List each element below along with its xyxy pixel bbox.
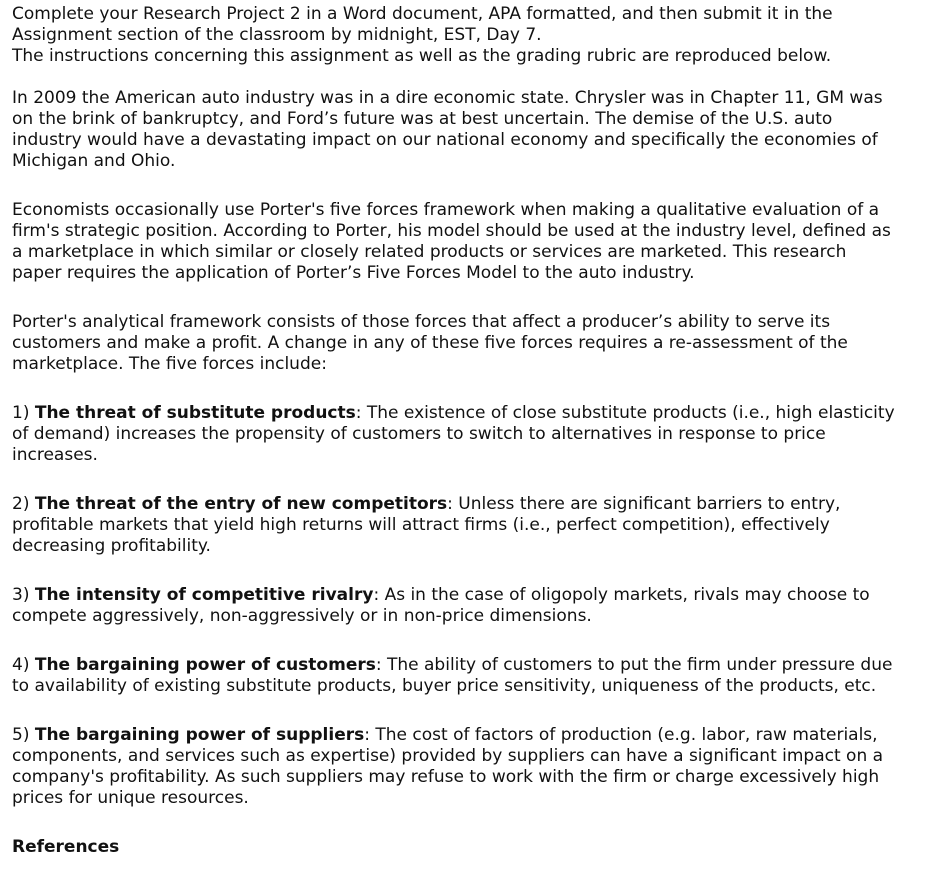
paragraph-line: compete aggressively, non-aggressively or in non-price dimensions.: [12, 606, 592, 626]
force-heading-line: [12, 585, 932, 606]
paragraph-line: a marketplace in which similar or closely related products or services are marketed. This research: [12, 242, 847, 262]
references-heading: References: [12, 837, 120, 857]
force-description: : The existence of close substitute products (i.e., high elasticity: [355, 403, 895, 423]
paragraph-line: marketplace. The five forces include:: [12, 354, 327, 374]
paragraph-line: increases.: [12, 445, 98, 465]
force-heading-line: [12, 655, 932, 676]
paragraph-line: of demand) increases the propensity of customers to switch to alternatives in response to price: [12, 424, 826, 444]
force-number: 4): [12, 655, 35, 675]
force-number: 3): [12, 585, 35, 605]
paragraph-line: profitable markets that yield high returns will attract firms (i.e., perfect competition), effectively: [12, 515, 830, 535]
force-title: The threat of substitute products: [34, 403, 356, 423]
paragraph-line: customers and make a profit. A change in any of these five forces requires a re-assessment of the: [12, 333, 848, 353]
force-item-2: [12, 494, 932, 557]
paragraph-line: Michigan and Ohio.: [12, 151, 176, 171]
force-description: : As in the case of oligopoly markets, rivals may choose to: [373, 585, 870, 605]
force-item-4: [12, 655, 932, 697]
document-body: [12, 4, 932, 858]
force-heading-line: [12, 494, 932, 515]
paragraph-line: components, and services such as expertise) provided by suppliers can have a significant impact on a: [12, 746, 884, 766]
framework-paragraph: [12, 312, 932, 375]
force-item-3: [12, 585, 932, 627]
porter-paragraph: [12, 200, 932, 284]
paragraph-line: on the brink of bankruptcy, and Ford’s future was at best uncertain. The demise of the U.S. auto: [12, 109, 833, 129]
paragraph-line: industry would have a devastating impact on our national economy and specifically the economies of: [12, 130, 878, 150]
references-section: [12, 837, 932, 858]
context-paragraph: [12, 88, 932, 172]
paragraph-line: Economists occasionally use Porter's five forces framework when making a qualitative evaluation of a: [12, 200, 880, 220]
force-description: : The cost of factors of production (e.g. labor, raw materials,: [364, 725, 878, 745]
intro-paragraph: [12, 4, 932, 67]
intro-line: Assignment section of the classroom by midnight, EST, Day 7.: [12, 25, 542, 45]
intro-line: Complete your Research Project 2 in a Word document, APA formatted, and then submit it in the: [12, 4, 833, 24]
force-number: 2): [12, 494, 35, 514]
force-description: : The ability of customers to put the firm under pressure due: [375, 655, 893, 675]
force-item-5: [12, 725, 932, 809]
force-title: The bargaining power of customers: [34, 655, 376, 675]
force-number: 5): [12, 725, 35, 745]
force-title: The threat of the entry of new competitors: [34, 494, 448, 514]
paragraph-line: Porter's analytical framework consists of those forces that affect a producer’s ability to serve its: [12, 312, 831, 332]
force-item-1: [12, 403, 932, 466]
paragraph-line: paper requires the application of Porter’s Five Forces Model to the auto industry.: [12, 263, 695, 283]
force-heading-line: [12, 725, 932, 746]
paragraph-line: to availability of existing substitute products, buyer price sensitivity, uniqueness of the products, etc.: [12, 676, 877, 696]
intro-line: The instructions concerning this assignment as well as the grading rubric are reproduced below.: [12, 46, 832, 66]
paragraph-line: firm's strategic position. According to Porter, his model should be used at the industry level, defined as: [12, 221, 891, 241]
force-heading-line: [12, 403, 932, 424]
paragraph-line: prices for unique resources.: [12, 788, 249, 808]
paragraph-line: In 2009 the American auto industry was in a dire economic state. Chrysler was in Chapter 11, GM was: [12, 88, 883, 108]
paragraph-line: decreasing profitability.: [12, 536, 211, 556]
force-number: 1): [12, 403, 35, 423]
paragraph-line: company's profitability. As such suppliers may refuse to work with the firm or charge excessively high: [12, 767, 880, 787]
force-description: : Unless there are significant barriers to entry,: [447, 494, 841, 514]
force-title: The bargaining power of suppliers: [34, 725, 365, 745]
force-title: The intensity of competitive rivalry: [34, 585, 374, 605]
